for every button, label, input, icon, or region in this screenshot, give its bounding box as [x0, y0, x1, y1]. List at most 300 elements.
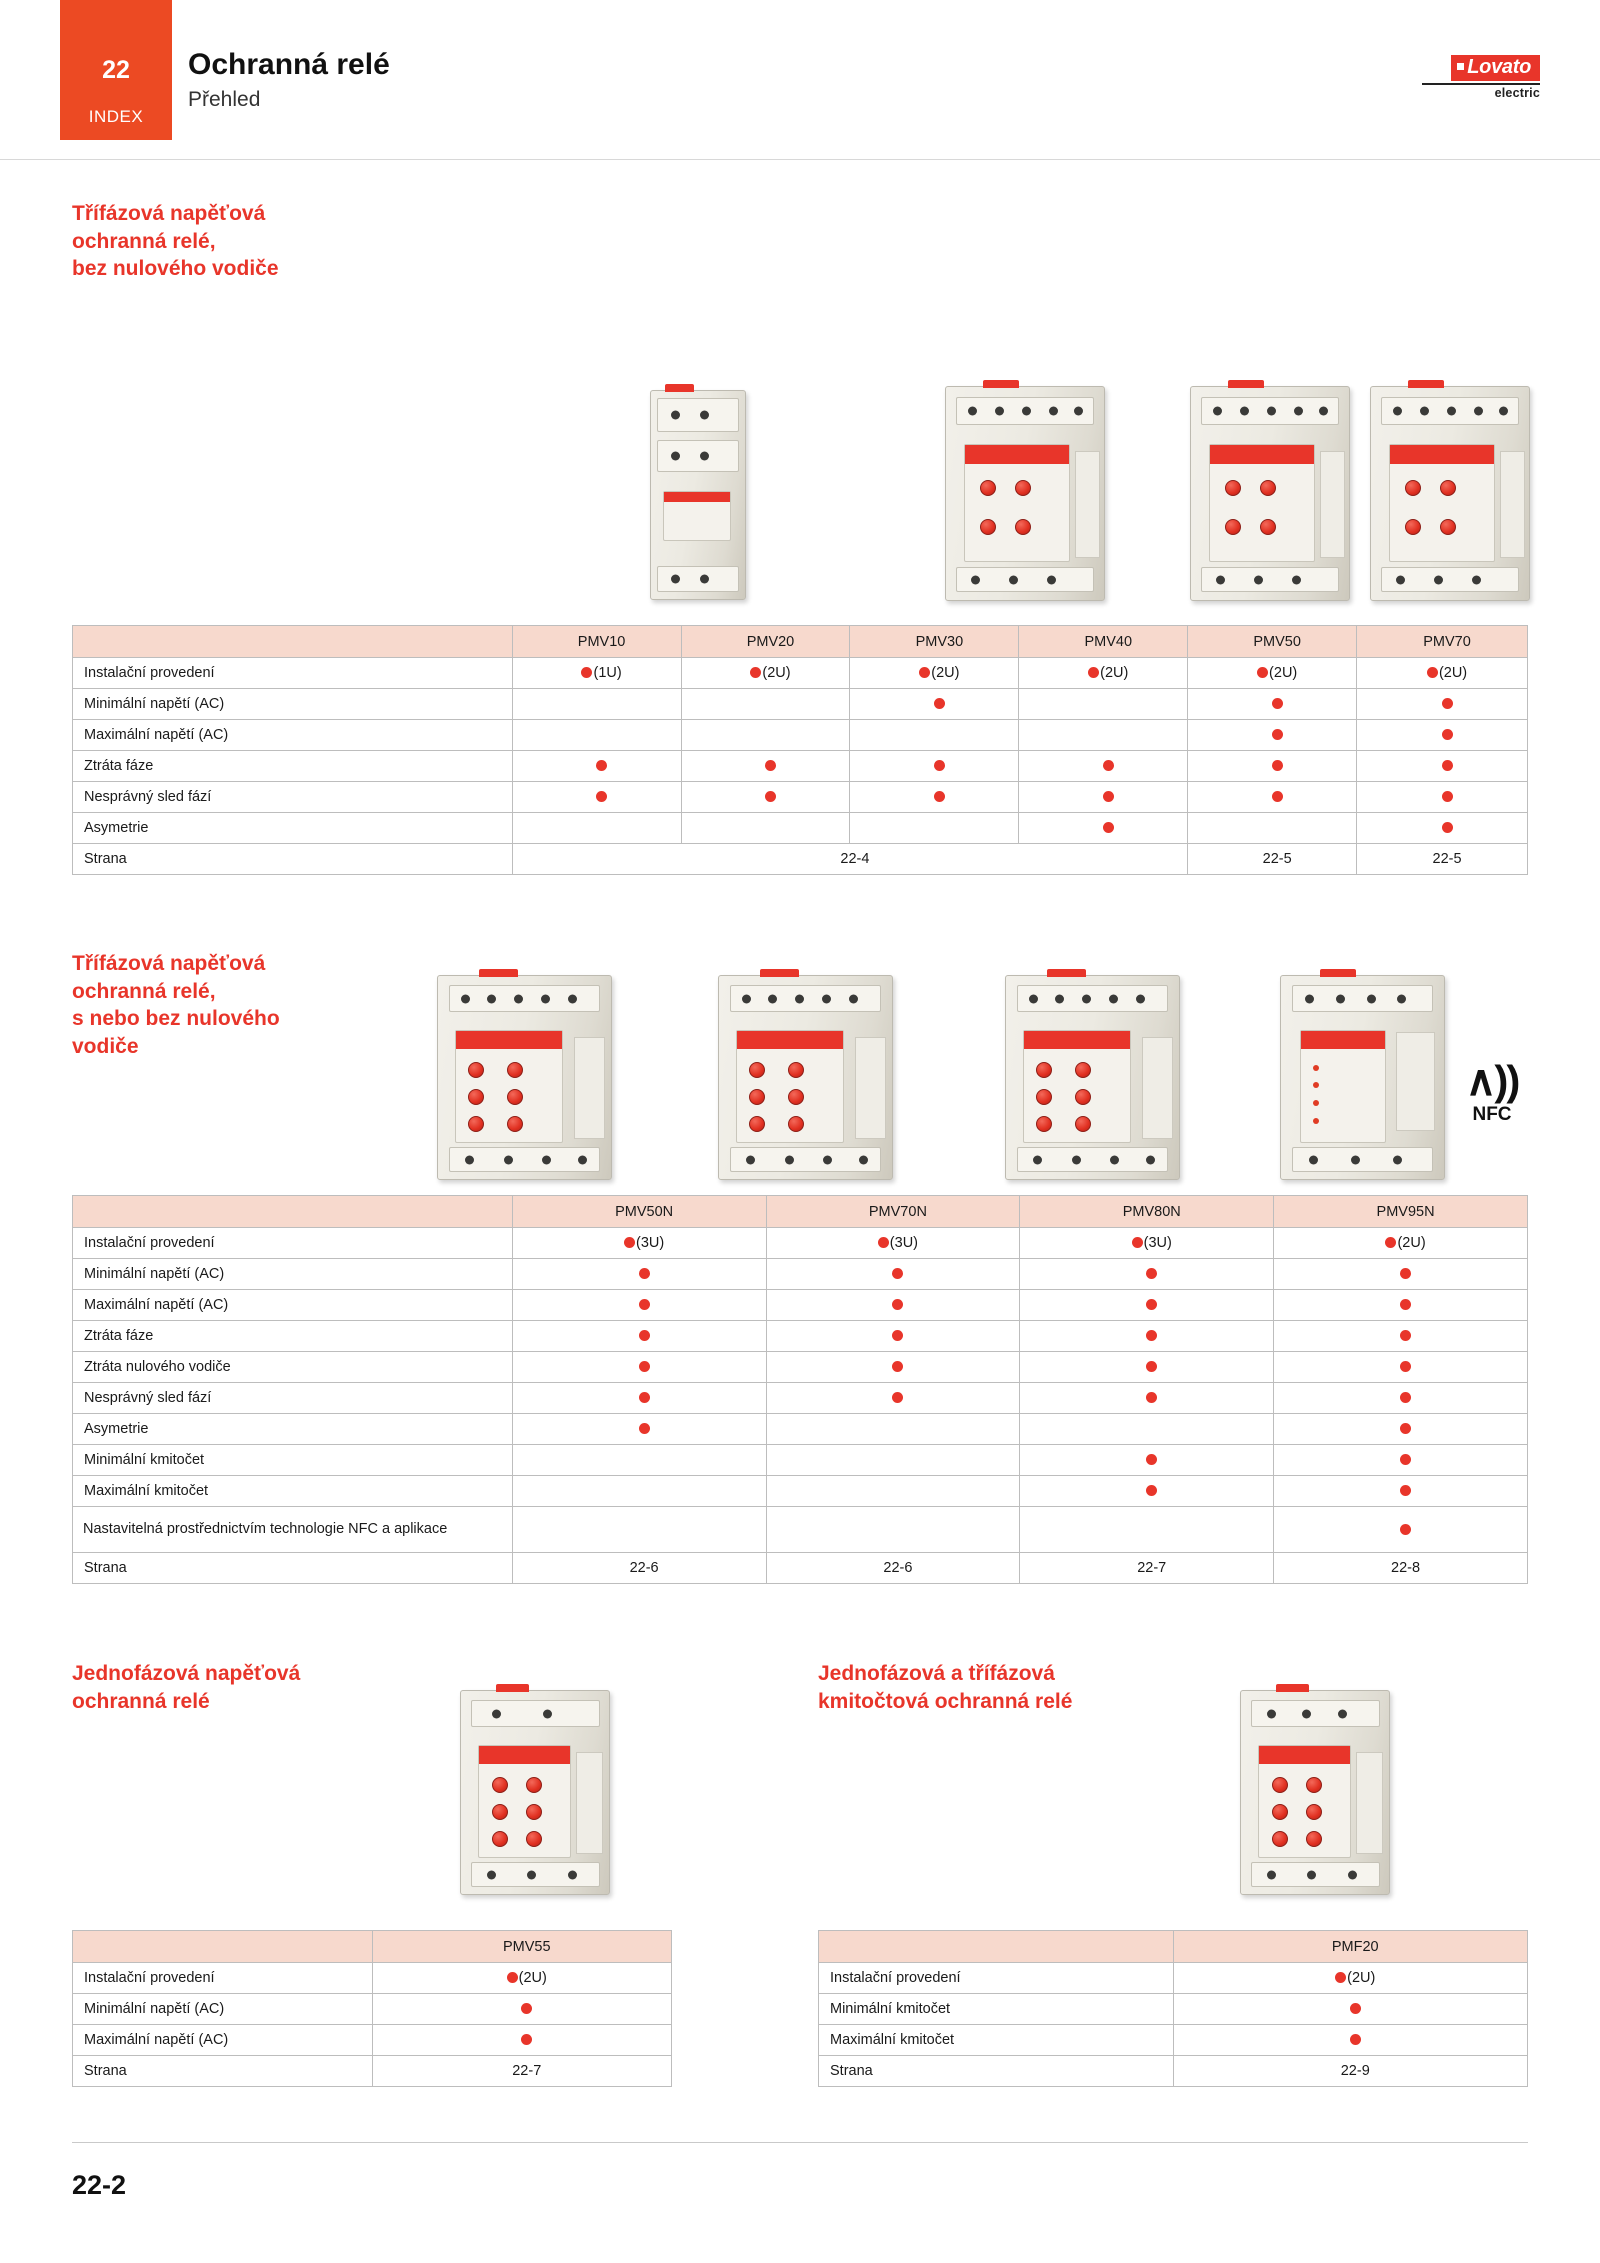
adjust-knob[interactable]	[492, 1831, 508, 1847]
device-red-tab	[496, 1684, 529, 1692]
cell	[512, 1445, 766, 1476]
terminal-dot	[1348, 1870, 1357, 1879]
cell	[512, 1507, 766, 1553]
adjust-knob[interactable]	[1306, 1804, 1322, 1820]
terminal-dot	[542, 1155, 551, 1164]
device-face	[663, 491, 730, 541]
adjust-knob[interactable]	[980, 519, 996, 535]
device-image-pmv95n	[1280, 975, 1445, 1180]
terminal-dot	[1367, 994, 1376, 1003]
adjust-knob[interactable]	[1260, 480, 1276, 496]
terminal-dot	[1309, 1155, 1318, 1164]
cell	[850, 751, 1019, 782]
filled-dot-icon	[1335, 1972, 1346, 1983]
filled-dot-icon	[1442, 698, 1453, 709]
terminal-dot	[541, 994, 550, 1003]
section-1-title	[72, 200, 402, 283]
terminal-dot	[1294, 406, 1303, 415]
filled-dot-icon	[1350, 2034, 1361, 2045]
cell	[1020, 1290, 1274, 1321]
device-image-pmv50n	[437, 975, 612, 1180]
table-row-page	[73, 2056, 672, 2087]
adjust-knob[interactable]	[507, 1062, 523, 1078]
terminal-dot	[1307, 1870, 1316, 1879]
th-pmv10: PMV10	[512, 626, 681, 658]
terminal-dot	[1109, 994, 1118, 1003]
terminal-dot	[1420, 406, 1429, 415]
device-face-band	[456, 1031, 563, 1049]
filled-dot-icon	[892, 1299, 903, 1310]
device-side-label	[1396, 1032, 1436, 1130]
adjust-knob[interactable]	[1225, 519, 1241, 535]
th-pmv40: PMV40	[1019, 626, 1188, 658]
table-row	[73, 782, 1528, 813]
adjust-knob[interactable]	[507, 1116, 523, 1132]
cell	[766, 1321, 1020, 1352]
section-2-title	[72, 950, 402, 1061]
device-image-pmv20	[945, 386, 1105, 601]
table-header-row	[73, 1931, 672, 1963]
terminal-dot	[1397, 994, 1406, 1003]
table-row	[73, 2025, 672, 2056]
device-face-band	[965, 445, 1069, 464]
terminal-dot	[1082, 994, 1091, 1003]
section-4-title-line-2: kmitočtová ochranná relé	[818, 1689, 1073, 1713]
filled-dot-icon	[1146, 1268, 1157, 1279]
filled-dot-icon	[1400, 1330, 1411, 1341]
th-pmv70n: PMV70N	[766, 1196, 1020, 1228]
device-face	[478, 1745, 571, 1858]
cell	[681, 689, 850, 720]
filled-dot-icon	[1272, 791, 1283, 802]
cell	[1357, 720, 1528, 751]
cell	[766, 1290, 1020, 1321]
device-face	[1209, 444, 1315, 562]
adjust-knob[interactable]	[1306, 1831, 1322, 1847]
adjust-knob[interactable]	[468, 1089, 484, 1105]
cell	[1274, 1259, 1528, 1290]
cell	[1020, 1476, 1274, 1507]
table-row	[73, 1963, 672, 1994]
brand-name-text: Lovato	[1467, 56, 1531, 78]
adjust-knob[interactable]	[492, 1777, 508, 1793]
table-row	[73, 658, 1528, 689]
device-terminal-row-bottom	[1017, 1147, 1168, 1172]
cell	[1019, 813, 1188, 844]
filled-dot-icon	[878, 1237, 889, 1248]
cell: (3U)	[512, 1228, 766, 1259]
cell	[1274, 1290, 1528, 1321]
cell	[1274, 1352, 1528, 1383]
filled-dot-icon	[1272, 698, 1283, 709]
device-terminal-row-top	[449, 985, 600, 1012]
terminal-dot	[1146, 1155, 1155, 1164]
th-pmf20: PMF20	[1173, 1931, 1527, 1963]
table-row-page	[73, 1553, 1528, 1584]
terminal-dot	[1240, 406, 1249, 415]
th-pmv50n: PMV50N	[512, 1196, 766, 1228]
adjust-knob[interactable]	[1260, 519, 1276, 535]
chapter-number: 22	[102, 56, 130, 84]
cell	[512, 1259, 766, 1290]
terminal-dot	[1393, 406, 1402, 415]
adjust-knob[interactable]	[507, 1089, 523, 1105]
adjust-knob[interactable]	[526, 1777, 542, 1793]
device-image-pmf20	[1240, 1690, 1390, 1895]
filled-dot-icon	[1400, 1299, 1411, 1310]
terminal-dot	[1351, 1155, 1360, 1164]
table-row	[819, 2025, 1528, 2056]
device-terminal-row-top	[1017, 985, 1168, 1012]
cell	[512, 720, 681, 751]
adjust-knob[interactable]	[526, 1831, 542, 1847]
cell	[1019, 720, 1188, 751]
terminal-dot	[1302, 1709, 1311, 1718]
adjust-knob[interactable]	[1075, 1116, 1091, 1132]
device-red-tab	[665, 384, 694, 392]
adjust-knob[interactable]	[468, 1062, 484, 1078]
adjust-knob[interactable]	[1036, 1062, 1052, 1078]
terminal-dot	[487, 1870, 496, 1879]
filled-dot-icon	[1103, 822, 1114, 833]
page-ref[interactable]: 22-9	[1173, 2056, 1527, 2087]
device-face	[1258, 1745, 1351, 1858]
row-label: Minimální kmitočet	[819, 1994, 1174, 2025]
filled-dot-icon	[596, 760, 607, 771]
cell	[1173, 1994, 1527, 2025]
row-label: Nastavitelná prostřednictvím technologie NFC a aplikace	[73, 1507, 513, 1553]
adjust-knob[interactable]	[1440, 519, 1456, 535]
filled-dot-icon	[934, 791, 945, 802]
cell	[1188, 720, 1357, 751]
filled-dot-icon	[581, 667, 592, 678]
filled-dot-icon	[892, 1392, 903, 1403]
device-red-tab	[1047, 969, 1086, 977]
terminal-dot	[527, 1870, 536, 1879]
status-led	[1313, 1100, 1319, 1106]
adjust-knob[interactable]	[788, 1089, 804, 1105]
cell	[1274, 1507, 1528, 1553]
cell: (2U)	[850, 658, 1019, 689]
cell	[681, 720, 850, 751]
table-header-row	[73, 626, 1528, 658]
filled-dot-icon	[1442, 760, 1453, 771]
filled-dot-icon	[1385, 1237, 1396, 1248]
row-label: Minimální napětí (AC)	[73, 1994, 373, 2025]
row-label: Asymetrie	[73, 813, 513, 844]
filled-dot-icon	[639, 1299, 650, 1310]
adjust-knob[interactable]	[1036, 1089, 1052, 1105]
terminal-dot	[971, 575, 980, 584]
th-pmv70: PMV70	[1357, 626, 1528, 658]
device-side-label	[855, 1037, 887, 1140]
page-title: Ochranná relé	[188, 48, 390, 81]
terminal-dot	[1074, 406, 1083, 415]
page-ref[interactable]: 22-5	[1357, 844, 1528, 875]
table-row	[73, 1476, 1528, 1507]
terminal-dot	[746, 1155, 755, 1164]
section-3-title-line-1: Jednofázová napěťová	[72, 1662, 301, 1685]
table-row	[73, 1228, 1528, 1259]
row-label: Instalační provedení	[819, 1963, 1174, 1994]
cell	[1188, 689, 1357, 720]
terminal-dot	[671, 575, 680, 584]
page-ref[interactable]: 22-8	[1274, 1553, 1528, 1584]
device-face	[1023, 1030, 1132, 1143]
terminal-dot	[1447, 406, 1456, 415]
adjust-knob[interactable]	[1272, 1804, 1288, 1820]
terminal-dot	[1110, 1155, 1119, 1164]
adjust-knob[interactable]	[468, 1116, 484, 1132]
device-red-tab	[1276, 1684, 1309, 1692]
table-row	[73, 751, 1528, 782]
filled-dot-icon	[1400, 1524, 1411, 1535]
filled-dot-icon	[919, 667, 930, 678]
cell	[1274, 1414, 1528, 1445]
page-ref[interactable]: 22-6	[766, 1553, 1020, 1584]
device-terminal-row-top	[1251, 1700, 1380, 1727]
cell	[1274, 1383, 1528, 1414]
terminal-dot	[568, 994, 577, 1003]
brand-logo	[1422, 55, 1540, 100]
row-label: Strana	[73, 844, 513, 875]
terminal-dot	[1033, 1155, 1042, 1164]
terminal-dot	[487, 994, 496, 1003]
filled-dot-icon	[1442, 822, 1453, 833]
adjust-knob[interactable]	[526, 1804, 542, 1820]
adjust-knob[interactable]	[749, 1116, 765, 1132]
row-label: Instalační provedení	[73, 658, 513, 689]
adjust-knob[interactable]	[1306, 1777, 1322, 1793]
row-label: Strana	[73, 1553, 513, 1584]
cell	[681, 813, 850, 844]
table-row-page	[819, 2056, 1528, 2087]
page-ref[interactable]: 22-7	[372, 2056, 671, 2087]
cell	[681, 782, 850, 813]
adjust-knob[interactable]	[1405, 480, 1421, 496]
section-2-title-line-2: ochranná relé,	[72, 979, 216, 1003]
adjust-knob[interactable]	[1075, 1062, 1091, 1078]
row-label: Ztráta nulového vodiče	[73, 1352, 513, 1383]
table-row	[73, 1290, 1528, 1321]
table-row-page	[73, 844, 1528, 875]
table-row	[73, 1352, 1528, 1383]
adjust-knob[interactable]	[788, 1116, 804, 1132]
cell	[1188, 751, 1357, 782]
adjust-knob[interactable]	[1440, 480, 1456, 496]
cell	[372, 2025, 671, 2056]
cell	[512, 1476, 766, 1507]
device-image-pmv55	[460, 1690, 610, 1895]
device-terminal-row-bottom	[471, 1862, 600, 1887]
page-subtitle: Přehled	[188, 87, 261, 111]
th-pmv95n: PMV95N	[1274, 1196, 1528, 1228]
filled-dot-icon	[1400, 1268, 1411, 1279]
device-face	[1389, 444, 1495, 562]
cell	[1173, 2025, 1527, 2056]
terminal-dot	[1305, 994, 1314, 1003]
cell: (2U)	[1274, 1228, 1528, 1259]
row-label: Nesprávný sled fází	[73, 782, 513, 813]
filled-dot-icon	[1146, 1299, 1157, 1310]
filled-dot-icon	[1146, 1361, 1157, 1372]
filled-dot-icon	[1088, 667, 1099, 678]
terminal-dot	[1022, 406, 1031, 415]
terminal-dot	[1267, 1709, 1276, 1718]
terminal-dot	[768, 994, 777, 1003]
device-image-pmv70n	[718, 975, 893, 1180]
filled-dot-icon	[639, 1330, 650, 1341]
adjust-knob[interactable]	[492, 1804, 508, 1820]
row-label: Maximální kmitočet	[819, 2025, 1174, 2056]
terminal-dot	[543, 1709, 552, 1718]
table-row	[73, 813, 1528, 844]
section-4-table-wrap	[818, 1930, 1528, 2087]
status-led	[1313, 1118, 1319, 1124]
cell	[1019, 782, 1188, 813]
terminal-dot	[785, 1155, 794, 1164]
adjust-knob[interactable]	[749, 1062, 765, 1078]
table-row	[819, 1963, 1528, 1994]
device-face-band	[479, 1746, 570, 1764]
section-1-title-line-2: ochranná relé,	[72, 229, 216, 253]
page-header	[0, 0, 1600, 160]
adjust-knob[interactable]	[1075, 1089, 1091, 1105]
section-3-table-wrap	[72, 1930, 672, 2087]
section-1-table-wrap	[72, 625, 1528, 875]
adjust-knob[interactable]	[1405, 519, 1421, 535]
device-side-label	[576, 1752, 603, 1855]
device-red-tab	[1228, 380, 1263, 388]
adjust-knob[interactable]	[1036, 1116, 1052, 1132]
device-face	[736, 1030, 845, 1143]
page-ref[interactable]: 22-7	[1020, 1553, 1274, 1584]
adjust-knob[interactable]	[1272, 1777, 1288, 1793]
device-terminal-row-mid	[657, 440, 740, 472]
row-label: Instalační provedení	[73, 1228, 513, 1259]
index-tab[interactable]	[60, 0, 172, 140]
filled-dot-icon	[1442, 729, 1453, 740]
terminal-dot	[1072, 1155, 1081, 1164]
cell: (2U)	[1357, 658, 1528, 689]
device-side-label	[574, 1037, 606, 1140]
adjust-knob[interactable]	[1015, 519, 1031, 535]
cell	[512, 813, 681, 844]
terminal-dot	[1049, 406, 1058, 415]
terminal-dot	[1213, 406, 1222, 415]
section-2-title-line-3: s nebo bez nulového	[72, 1007, 280, 1031]
filled-dot-icon	[765, 791, 776, 802]
cell	[1357, 813, 1528, 844]
filled-dot-icon	[596, 791, 607, 802]
device-face-band	[1210, 445, 1314, 464]
cell	[766, 1414, 1020, 1445]
table-row	[73, 1321, 1528, 1352]
adjust-knob[interactable]	[749, 1089, 765, 1105]
device-red-tab	[1408, 380, 1443, 388]
filled-dot-icon	[1257, 667, 1268, 678]
cell	[766, 1383, 1020, 1414]
device-side-label	[1320, 451, 1346, 559]
table-row	[73, 1994, 672, 2025]
device-terminal-row-top	[1201, 397, 1339, 425]
table-three-phase-no-neutral	[72, 625, 1528, 875]
cell	[1020, 1414, 1274, 1445]
terminal-dot	[1267, 406, 1276, 415]
device-side-label	[1356, 1752, 1383, 1855]
table-row	[73, 1259, 1528, 1290]
cell	[681, 751, 850, 782]
terminal-dot	[1474, 406, 1483, 415]
adjust-knob[interactable]	[788, 1062, 804, 1078]
page-ref[interactable]: 22-4	[512, 844, 1188, 875]
adjust-knob[interactable]	[1272, 1831, 1288, 1847]
terminal-dot	[700, 411, 709, 420]
filled-dot-icon	[1132, 1237, 1143, 1248]
device-terminal-row-bottom	[1251, 1862, 1380, 1887]
filled-dot-icon	[507, 1972, 518, 1983]
table-three-phase-with-neutral	[72, 1195, 1528, 1584]
device-red-tab	[983, 380, 1018, 388]
table-header-row	[73, 1196, 1528, 1228]
footer-divider	[72, 2142, 1528, 2143]
page-ref[interactable]: 22-5	[1188, 844, 1357, 875]
th-pmv30: PMV30	[850, 626, 1019, 658]
brand-sub: electric	[1422, 83, 1540, 100]
cell: (2U)	[1188, 658, 1357, 689]
device-image-pmv30	[1190, 386, 1350, 601]
device-face-band	[1390, 445, 1494, 464]
table-row	[73, 720, 1528, 751]
device-face	[964, 444, 1070, 562]
page-ref[interactable]: 22-6	[512, 1553, 766, 1584]
section-3-title	[72, 1660, 432, 1715]
cell	[766, 1352, 1020, 1383]
filled-dot-icon	[1400, 1423, 1411, 1434]
filled-dot-icon	[1272, 760, 1283, 771]
adjust-knob[interactable]	[980, 480, 996, 496]
terminal-dot	[1338, 1709, 1347, 1718]
filled-dot-icon	[1146, 1392, 1157, 1403]
device-side-label	[1500, 451, 1526, 559]
cell: (2U)	[1019, 658, 1188, 689]
adjust-knob[interactable]	[1015, 480, 1031, 496]
table-frequency-relays	[818, 1930, 1528, 2087]
device-terminal-row-top	[730, 985, 881, 1012]
cell: (2U)	[681, 658, 850, 689]
adjust-knob[interactable]	[1225, 480, 1241, 496]
device-terminal-row-bottom	[730, 1147, 881, 1172]
cell	[1357, 751, 1528, 782]
terminal-dot	[1267, 1870, 1276, 1879]
terminal-dot	[742, 994, 751, 1003]
row-label: Strana	[819, 2056, 1174, 2087]
table-row	[73, 689, 1528, 720]
device-side-label	[1075, 451, 1101, 559]
filled-dot-icon	[934, 760, 945, 771]
terminal-dot	[1029, 994, 1038, 1003]
filled-dot-icon	[1442, 791, 1453, 802]
filled-dot-icon	[1146, 1454, 1157, 1465]
cell	[1357, 782, 1528, 813]
filled-dot-icon	[1400, 1454, 1411, 1465]
terminal-dot	[823, 1155, 832, 1164]
filled-dot-icon	[750, 667, 761, 678]
device-terminal-row-bottom	[657, 566, 740, 591]
device-face-band	[1301, 1031, 1385, 1049]
terminal-dot	[1472, 575, 1481, 584]
row-label: Minimální kmitočet	[73, 1445, 513, 1476]
